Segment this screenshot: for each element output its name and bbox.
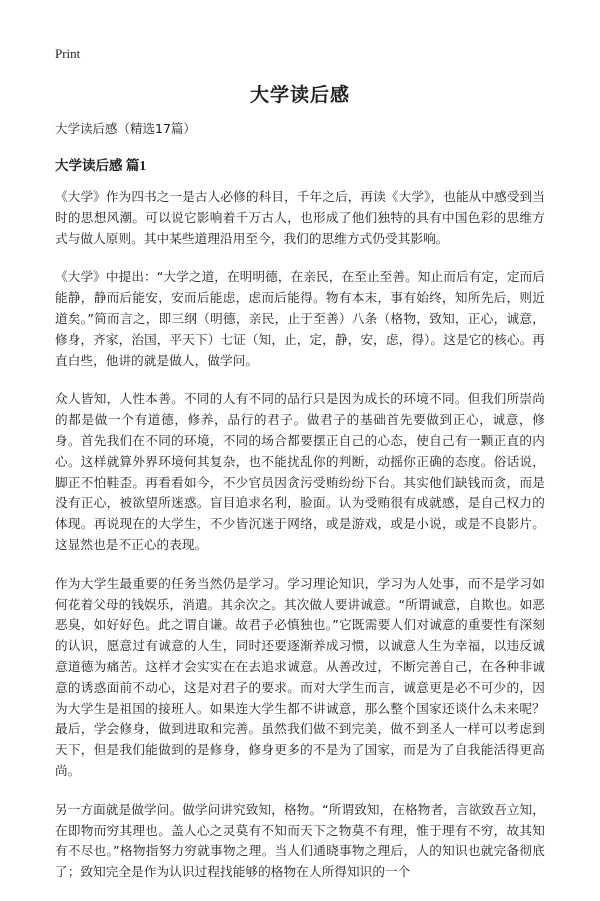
paragraph-3: 众人皆知，人性本善。不同的人有不同的品行只是因为成长的环境不同。但我们所崇尚的都是做一个有道德，修养，品行的君子。做君子的基础首先要做到正心，诚意，修身。首先我们在不同的环境，不同的场合都要摆正自己的心态，使自己有一颗正直的内心。这样就算外界环境何其复杂，也不能扰乱你的判断，动摇你正确的态度。俗话说，脚正不怕鞋歪。再看看如今，不少官员因贪污受贿纷纷下台。其实他们缺钱而贪，而是没有正心，被欲望所迷惑。盲目追求名利，脸面。认为受贿很有成就感，是自己权力的体现。再说现在的大学生，不少皆沉迷于网络，或是游戏，或是小说，或是不良影片。这显然也是不正心的表现。	[55, 391, 545, 552]
section-heading: 大学读后感 篇1	[55, 158, 147, 173]
print-label[interactable]: Print	[55, 46, 81, 61]
paragraph-2: 《大学》中提出：“大学之道，在明明德，在亲民，在至止至善。知止而后有定，定而后能静，静而后能安，安而后能虑，虑而后能得。物有本末，事有始终，知所先后，则近道矣。”简而言之，即三纲（明德，亲民，止于至善）八条（格物，致知，正心，诚意，修身，齐家，治国，平天下）七证（知，止，定，静，安，虑，得）。这是它的核心。再直白些，他讲的就是做人，做学问。	[55, 269, 545, 368]
document-subtitle: 大学读后感（精选17篇）	[55, 121, 196, 136]
paragraph-5: 另一方面就是做学问。做学问讲究致知，格物。“所谓致知，在格物者，言欲致吾立知，在即物而穷其理也。盖人心之灵莫有不知而天下之物莫不有理，惟于理有不穷，故其知有不尽也。”格物指努力穷就事物之理。当人们通晓事物之理后，人的知识也就完备彻底了；致知完全是作为认识过程找能够的格物在人所得知识的一个	[55, 801, 545, 880]
page-title: 大学读后感	[249, 84, 350, 106]
document-body	[55, 120, 545, 901]
paragraph-4: 作为大学生最重要的任务当然仍是学习。学习理论知识，学习为人处事，而不是学习如何花着父母的钱娱乐，消遣。其余次之。其次做人要讲诚意。“所谓诚意，自欺也。如恶恶臭，如好好色。此之谓自谦。故君子必慎独也。”它既需要人们对诚意的重要性有深刻的认识，愿意过有诚意的人生，同时还要逐渐养成习惯，以诚意人生为幸福，以违反诚意道德为痛苦。这样才会实实在在去追求诚意。从善改过，不断完善自己，在各种非诚意的诱惑面前不动心，这是对君子的要求。而对大学生而言，诚意更是必不可少的，因为大学生是祖国的接班人。如果连大学生都不讲诚意，那么整个国家还谈什么未来呢？最后，学会修身，做到进取和完善。虽然我们做不到完美，做不到圣人一样可以考虑到天下，但是我们能做到的是修身，修身更多的不是为了国家，而是为了自我能活得更高尚。	[55, 575, 545, 778]
paragraph-1: 《大学》作为四书之一是古人必修的科目，千年之后，再读《大学》，也能从中感受到当时的思想风潮。可以说它影响着千万古人，也形成了他们独特的具有中国色彩的思维方式与做人原则。其中某些道理沿用至今，我们的思维方式仍受其影响。	[55, 189, 545, 246]
